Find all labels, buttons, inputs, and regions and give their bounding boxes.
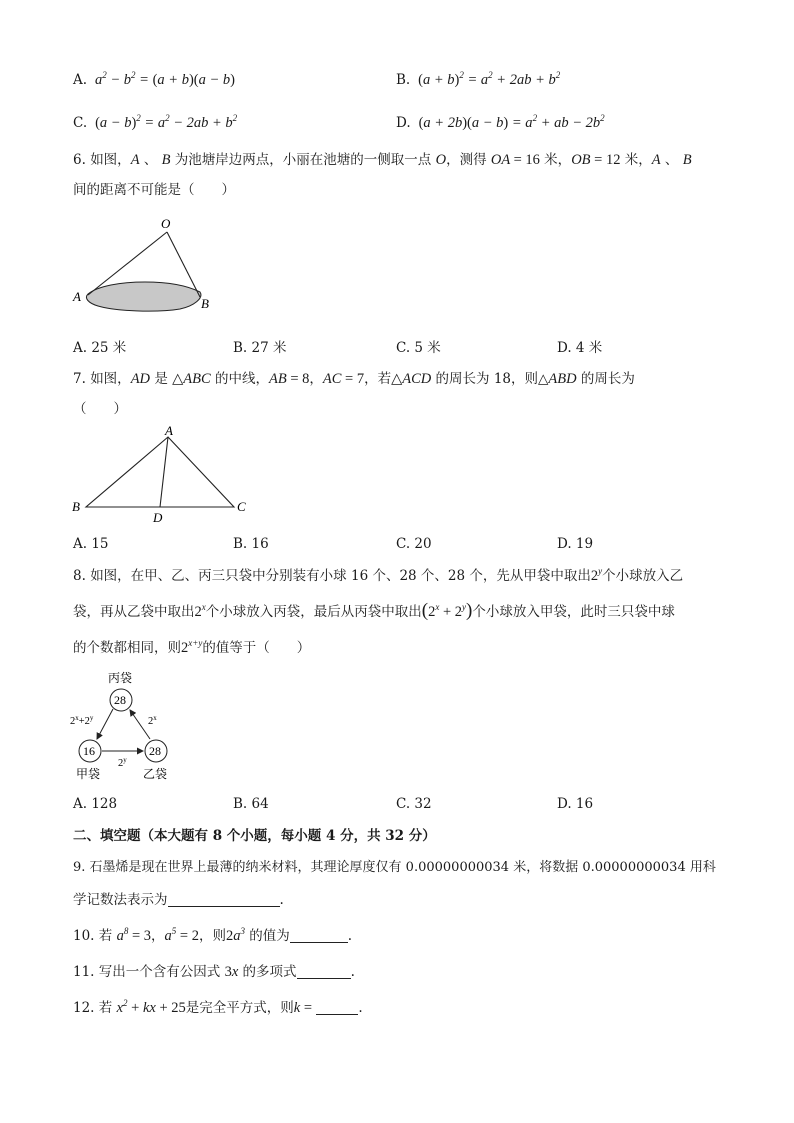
- q5-option-a: A. $a^2 - b^2 = (a + b)(a - b)$: [73, 70, 236, 88]
- q6-option-a: A. 25 米: [73, 340, 127, 356]
- q6-pond-figure: [70, 212, 220, 312]
- q7-stem-line1: 7. 如图，AD 是 △ABC 的中线，AB = 8，AC = 7，若△ACD 的周长为 18，则△ABD 的周长为: [73, 371, 635, 387]
- label-c: C: [237, 499, 246, 514]
- q5-option-a-formula: $a^2 - b^2 = (a + b)(a - b)$: [91, 70, 236, 88]
- triangle-abc: [86, 437, 234, 507]
- label-b: B: [72, 499, 80, 514]
- section-fill-in-title: 二、填空题（本大题有 8 个小题，每小题 4 分，共 32 分）: [73, 828, 436, 844]
- q6-stem-line2: 间的距离不可能是（ ）: [73, 182, 235, 198]
- q7-option-b: B. 16: [233, 536, 269, 552]
- q5-option-c-formula: $(a - b)^2 = a^2 - 2ab + b^2$: [95, 113, 238, 131]
- q5-option-b: B. $(a + b)^2 = a^2 + 2ab + b^2$: [396, 70, 561, 88]
- q11-stem: 11. 写出一个含有公因式 3x 的多项式 .: [73, 964, 355, 980]
- arrow-bing-to-jia: [97, 709, 113, 739]
- label-bag-bing: 丙袋: [108, 671, 133, 685]
- q5-option-d-formula: $(a + 2b)(a - b) = a^2$ + ab − $2b^2$: [418, 113, 605, 131]
- label-arrow-bottom: 2$^y$: [118, 756, 127, 769]
- value-bing: 28: [114, 693, 126, 707]
- q8-stem-line1: 8. 如图，在甲、乙、丙三只袋中分别装有小球 16 个、28 个、28 个，先从甲袋中取出2$^y$个小球放入乙: [73, 566, 684, 584]
- label-bag-yi: 乙袋: [143, 767, 168, 781]
- q6-option-b: B. 27 米: [233, 340, 287, 356]
- q9-stem-line1: 9. 石墨烯是现在世界上最薄的纳米材料，其理论厚度仅有 0.00000000034 米，将数据 0.00000000034 用科: [73, 860, 716, 875]
- label-bag-jia: 甲袋: [76, 767, 101, 781]
- label-a: A: [73, 289, 81, 304]
- q6-stem-line1: 6. 如图，A 、 B 为池塘岸边两点，小丽在池塘的一侧取一点 O，测得 OA = 16 米，OB = 12 米，A 、 B: [73, 152, 692, 168]
- q8-option-a: A. 128: [73, 796, 118, 812]
- q10-answer-blank[interactable]: [290, 928, 348, 943]
- q12-answer-blank[interactable]: [316, 1000, 358, 1015]
- q5-option-b-formula: $(a + b)^2 = a^2 + 2ab + b^2$: [418, 70, 561, 88]
- q9-stem-line2: 学记数法表示为 .: [73, 892, 284, 908]
- value-jia: 16: [83, 744, 95, 758]
- q8-option-d: D. 16: [557, 796, 594, 812]
- median-ad: [160, 437, 168, 507]
- q6-option-d: D. 4 米: [557, 340, 603, 356]
- q9-answer-blank[interactable]: [168, 892, 280, 907]
- label-arrow-right: 2$^x$: [148, 714, 157, 727]
- label-d: D: [153, 510, 163, 525]
- arrow-yi-to-bing: [130, 710, 150, 739]
- label-arrow-left: $2^x+2^y$: [70, 714, 94, 727]
- q6-option-c: C. 5 米: [396, 340, 441, 356]
- label-b: B: [201, 296, 209, 311]
- q7-triangle-figure: [70, 425, 260, 525]
- q8-bags-figure: [66, 666, 196, 784]
- pond-shape: [86, 282, 200, 311]
- value-yi: 28: [149, 744, 161, 758]
- q8-option-b: B. 64: [233, 796, 269, 812]
- q8-stem-line3: 的个数都相同，则$2^{x+y}$的值等于（ ）: [73, 638, 311, 656]
- q7-option-d: D. 19: [557, 536, 594, 552]
- q8-stem-line2: 袋，再从乙袋中取出2$^x$个小球放入丙袋，最后从丙袋中取出$(2^x + 2^y)$个小球放入甲袋，此时三只袋中球: [73, 600, 675, 621]
- q5-option-c: C. $(a - b)^2 = a^2 - 2ab + b^2$: [73, 113, 238, 131]
- label-a: A: [165, 425, 173, 438]
- label-o: O: [161, 216, 171, 231]
- q11-answer-blank[interactable]: [297, 964, 351, 979]
- q10-stem: 10. 若 $a^8 = 3$，$a^5 = 2$，则$2a^3$ 的值为 .: [73, 926, 353, 944]
- q12-stem: 12. 若 $x^2$ + kx + 25是完全平方式，则k = .: [73, 998, 363, 1016]
- q5-option-d: D. $(a + 2b)(a - b) = a^2$ + ab − $2b^2$: [396, 113, 605, 131]
- q7-option-a: A. 15: [73, 536, 109, 552]
- q7-option-c: C. 20: [396, 536, 432, 552]
- q7-stem-line2: （ ）: [73, 401, 127, 417]
- q8-option-c: C. 32: [396, 796, 432, 812]
